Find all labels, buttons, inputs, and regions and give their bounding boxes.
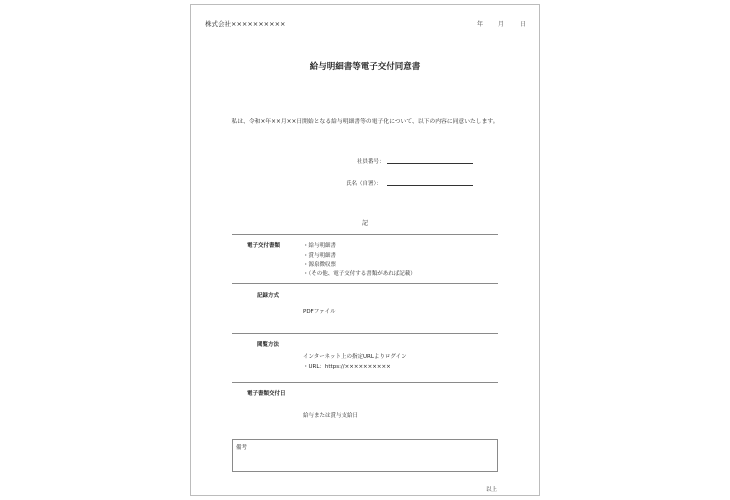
date-month-label: 月 (498, 21, 505, 28)
end-mark: 以上 (486, 487, 498, 493)
name-label: 氏名（自署）： (346, 181, 382, 187)
list-item: ・給与明細書 (303, 243, 337, 249)
remarks-box (232, 439, 498, 472)
section-divider (232, 234, 498, 235)
date-year-label: 年 (477, 21, 484, 28)
remarks-label: 備考 (236, 445, 248, 451)
ki-mark: 記 (361, 220, 368, 227)
list-item: 給与または賞与支給日 (303, 413, 359, 419)
section-label-documents: 電子交付書類 (247, 243, 281, 249)
date-day-label: 日 (520, 21, 527, 28)
list-item: ・賞与明細書 (303, 253, 337, 259)
section-label-viewing: 閲覧方法 (257, 342, 280, 348)
section-divider (232, 382, 498, 383)
company-name: 株式会社×××××××××× (205, 20, 286, 28)
employee-number-label: 社員番号： (357, 159, 385, 165)
section-label-delivery-date: 電子書類交付日 (247, 391, 286, 397)
section-divider (232, 283, 498, 284)
document-title: 給与明細書等電子交付同意書 (309, 62, 421, 72)
section-divider (232, 333, 498, 334)
list-item: PDFファイル (303, 309, 336, 315)
section-label-format: 記録方式 (257, 293, 280, 299)
list-item: インターネット上の指定URLよりログイン (303, 354, 407, 360)
name-signature-line (387, 185, 473, 186)
list-item: ・（その他、電子交付する書類があれば記載） (303, 271, 416, 277)
consent-statement: 私は、令和×年××月××日開始となる給与明細書等の電子化について、以下の内容に同意いたします。 (231, 119, 499, 125)
list-item: ・URL：https://×××××××××× (303, 364, 391, 370)
list-item: ・源泉徴収票 (303, 262, 337, 268)
document-page (190, 4, 540, 496)
employee-number-line (387, 163, 473, 164)
